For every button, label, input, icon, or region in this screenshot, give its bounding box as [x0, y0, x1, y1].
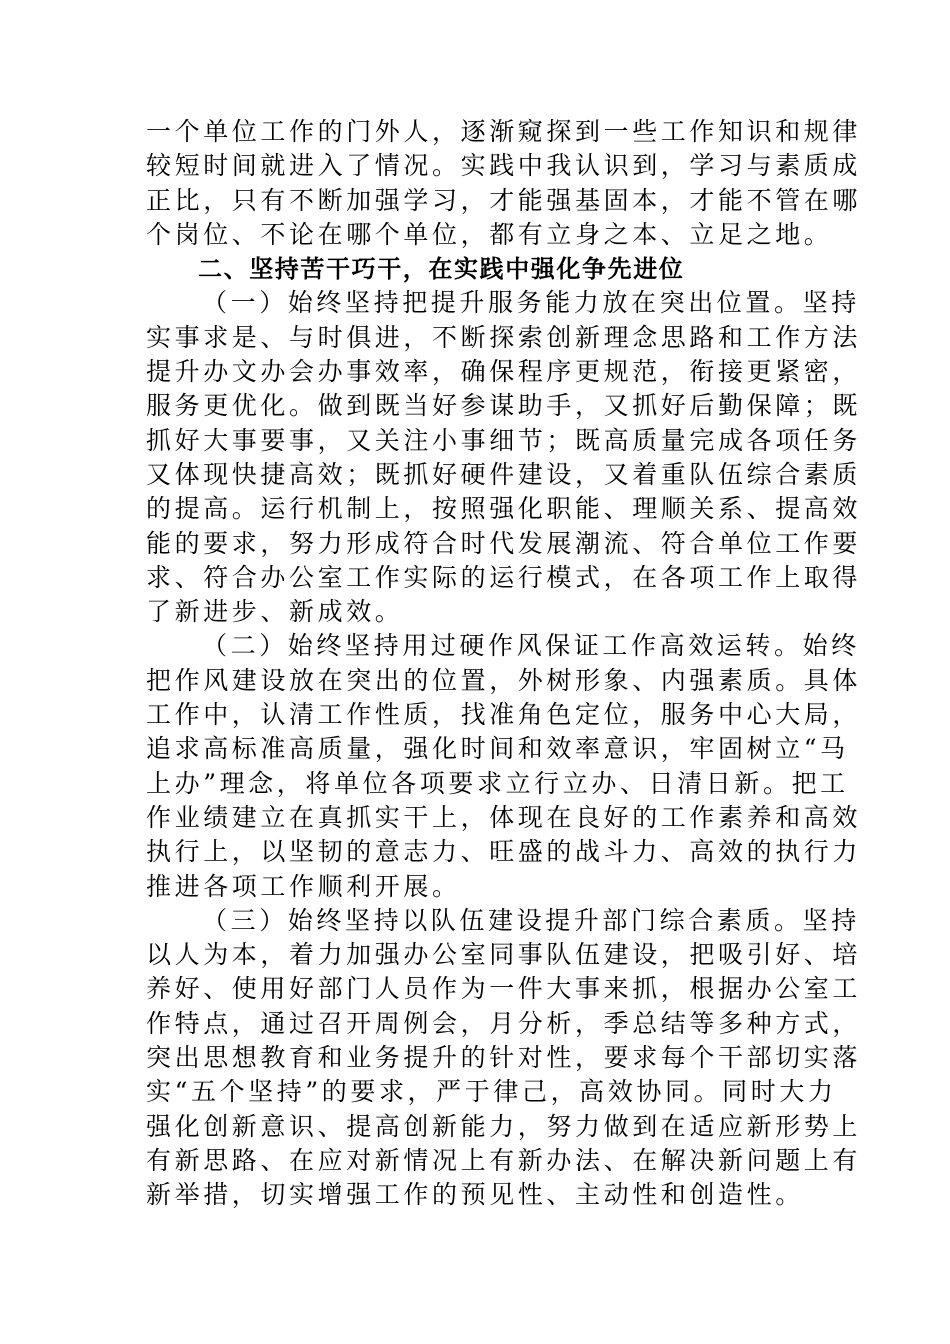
- text-line: （二）始终坚持用过硬作风保证工作高效运转。始终: [202, 631, 860, 661]
- text-line: 有新思路、在应对新情况上有新办法、在解决新问题上有: [146, 1145, 862, 1175]
- text-line: 执行上，以坚韧的意志力、旺盛的战斗力、高效的执行力: [146, 837, 862, 867]
- text-line: 突出思想教育和业务提升的针对性，要求每个干部切实落: [146, 1043, 862, 1073]
- text-line: （三）始终坚持以队伍建设提升部门综合素质。坚持: [202, 905, 860, 935]
- text-line: 正比，只有不断加强学习，才能强基固本，才能不管在哪: [146, 185, 862, 215]
- text-line: 个岗位、不论在哪个单位，都有立身之本、立足之地。: [146, 219, 833, 249]
- text-line: 养好、使用好部门人员作为一件大事来抓，根据办公室工: [146, 974, 862, 1004]
- text-line: 强化创新意识、提高创新能力，努力做到在适应新形势上: [146, 1111, 862, 1141]
- text-line: 抓好大事要事，又关注小事细节；既高质量完成各项任务: [146, 425, 862, 455]
- text-line: 提升办文办会办事效率，确保程序更规范，衔接更紧密，: [146, 357, 862, 387]
- text-line: （一）始终坚持把提升服务能力放在突出位置。坚持: [202, 288, 860, 318]
- text-line: 能的要求，努力形成符合时代发展潮流、符合单位工作要: [146, 528, 862, 558]
- text-line: 求、符合办公室工作实际的运行模式，在各项工作上取得: [146, 562, 862, 592]
- paragraph-one: [146, 286, 862, 629]
- text-line: 的提高。运行机制上，按照强化职能、理顺关系、提高效: [146, 494, 862, 524]
- document-body: [146, 115, 862, 1213]
- paragraph-three: [146, 904, 862, 1213]
- text-line: 作业绩建立在真抓实干上，体现在良好的工作素养和高效: [146, 802, 862, 832]
- text-line: 以人为本，着力加强办公室同事队伍建设，把吸引好、培: [146, 940, 862, 970]
- intro-paragraph: [146, 115, 862, 252]
- text-line: 推进各项工作顺利开展。: [146, 871, 461, 901]
- text-line: 服务更优化。做到既当好参谋助手，又抓好后勤保障；既: [146, 391, 862, 421]
- paragraph-two: [146, 629, 862, 903]
- text-line: 上办”理念，将单位各项要求立行立办、日清日新。把工: [146, 768, 849, 798]
- text-line: 作特点，通过召开周例会，月分析，季总结等多种方式，: [146, 1008, 862, 1038]
- text-line: 又体现快捷高效；既抓好硬件建设，又着重队伍综合素质: [146, 459, 862, 489]
- text-line: 了新进步、新成效。: [146, 597, 404, 627]
- text-line: 实“五个坚持”的要求，严于律己，高效协同。同时大力: [146, 1077, 837, 1107]
- text-line: 工作中，认清工作性质，找准角色定位，服务中心大局，: [146, 700, 862, 730]
- text-line: 一个单位工作的门外人，逐渐窥探到一些工作知识和规律: [146, 117, 862, 146]
- section-heading: 二、坚持苦干巧干，在实践中强化争先进位: [198, 255, 685, 284]
- text-line: 实事求是、与时俱进，不断探索创新理念思路和工作方法: [146, 322, 862, 352]
- text-line: 较短时间就进入了情况。实践中我认识到，学习与素质成: [146, 151, 862, 181]
- text-line: 追求高标准高质量，强化时间和效率意识，牢固树立“马: [146, 734, 849, 764]
- text-line: 新举措，切实增强工作的预见性、主动性和创造性。: [146, 1180, 804, 1210]
- text-line: 把作风建设放在突出的位置，外树形象、内强素质。具体: [146, 665, 862, 695]
